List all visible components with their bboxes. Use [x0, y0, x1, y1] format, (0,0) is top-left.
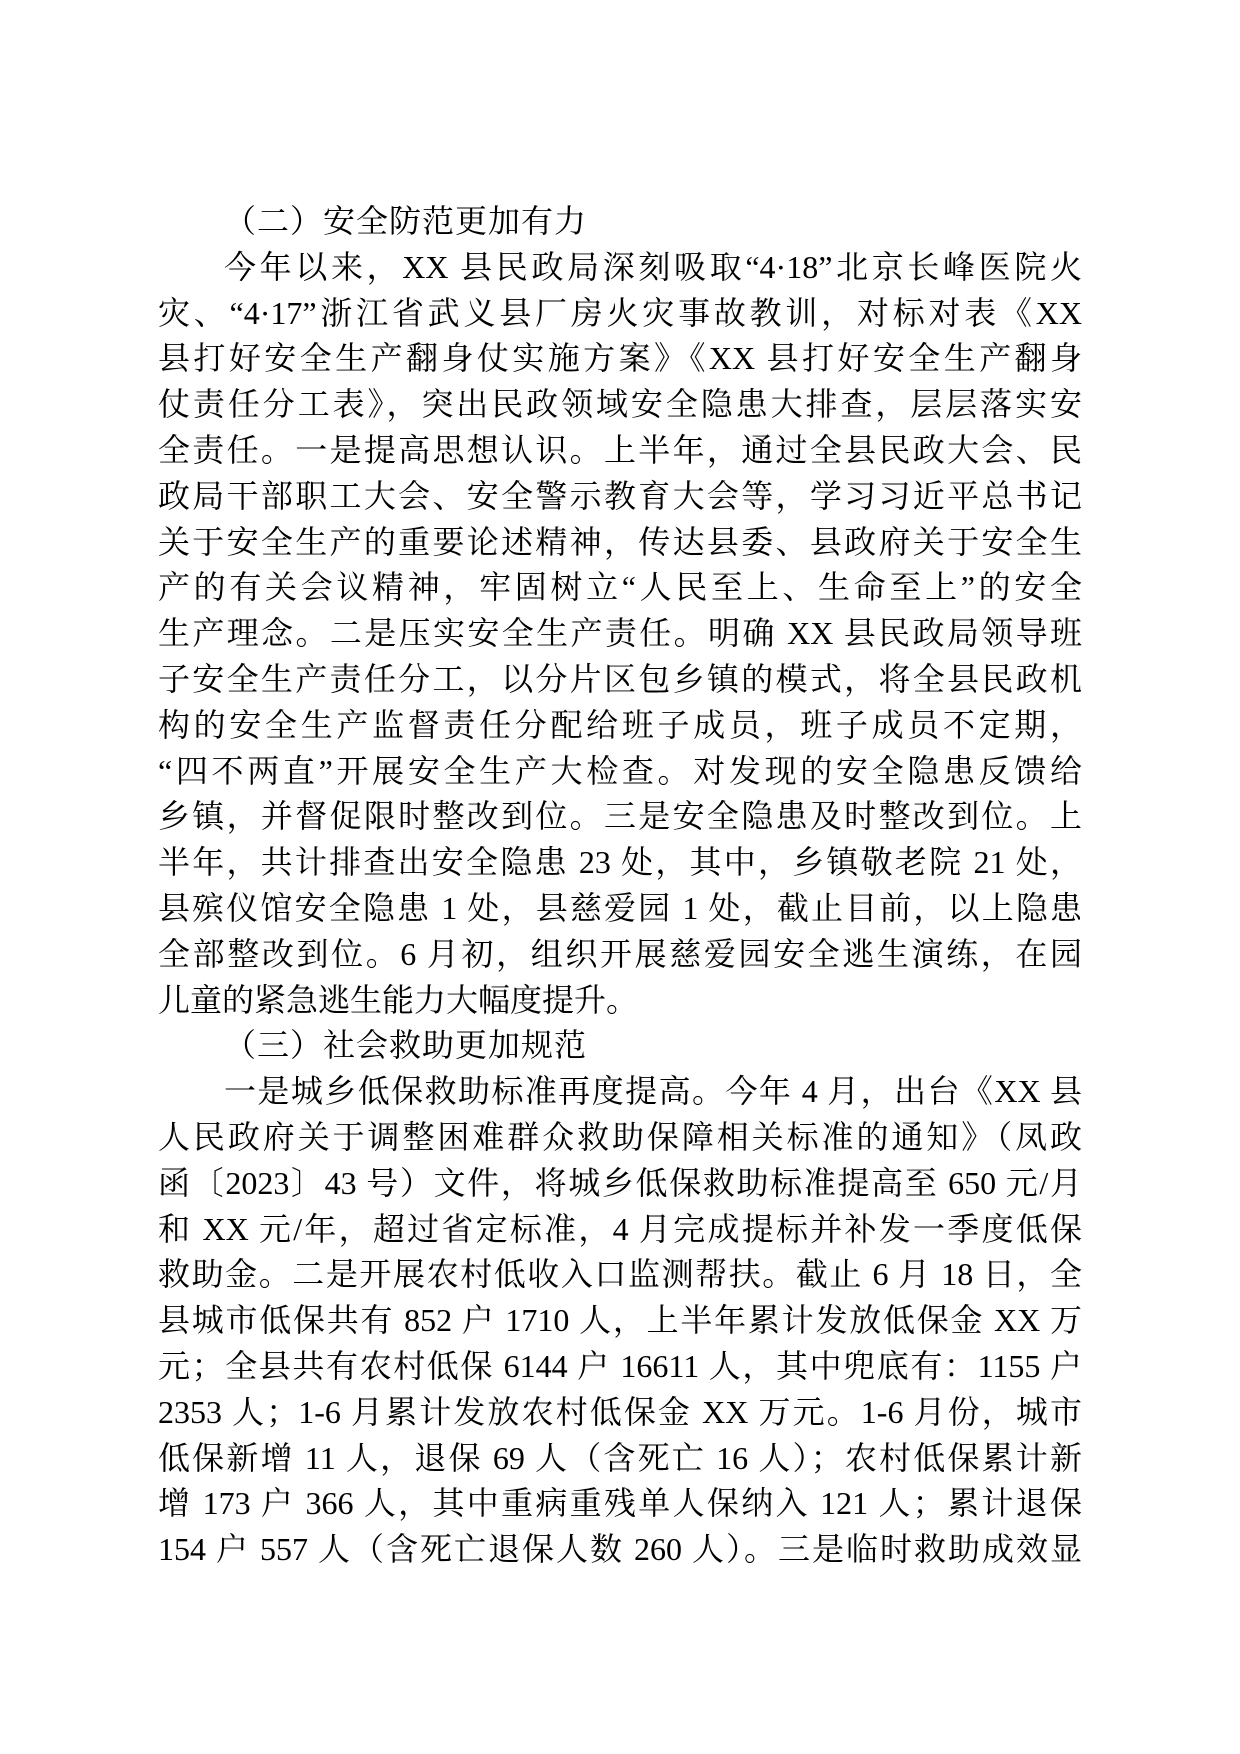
paragraph-line: 县打好安全生产翻身仗实施方案》《XX 县打好安全生产翻身 [158, 340, 1082, 377]
section-heading: （二）安全防范更加有力 [224, 203, 588, 239]
paragraph-line: 增 173 户 366 人，其中重病重残单人保纳入 121 人；累计退保 [158, 1485, 1082, 1522]
paragraph-line: 低保新增 11 人，退保 69 人（含死亡 16 人）；农村低保累计新 [158, 1439, 1082, 1476]
paragraph-line: 半年，共计排查出安全隐患 23 处，其中，乡镇敬老院 21 处， [158, 844, 1082, 881]
document-page [158, 199, 1082, 1573]
paragraph-line: 2353 人；1-6 月累计发放农村低保金 XX 万元。1-6 月份，城市 [158, 1393, 1082, 1430]
paragraph-line: 元；全县共有农村低保 6144 户 16611 人，其中兜底有：1155 户 [158, 1347, 1082, 1384]
paragraph-line: 政局干部职工大会、安全警示教育大会等，学习习近平总书记 [158, 477, 1082, 514]
paragraph-line: 县殡仪馆安全隐患 1 处，县慈爱园 1 处，截止目前，以上隐患 [158, 889, 1082, 926]
paragraph-line: 154 户 557 人（含死亡退保人数 260 人）。三是临时救助成效显 [158, 1531, 1082, 1568]
paragraph-line: 乡镇，并督促限时整改到位。三是安全隐患及时整改到位。上 [158, 798, 1082, 835]
paragraph-line: “四不两直”开展安全生产大检查。对发现的安全隐患反馈给 [158, 752, 1082, 789]
paragraph-line: 产的有关会议精神，牢固树立“人民至上、生命至上”的安全 [158, 569, 1082, 606]
paragraph-line: 人民政府关于调整困难群众救助保障相关标准的通知》（凤政 [158, 1118, 1082, 1155]
paragraph-line: 儿童的紧急逃生能力大幅度提升。 [158, 981, 639, 1018]
paragraph [158, 245, 1082, 1024]
section-safety-prevention [158, 199, 1082, 1023]
paragraph-line: 生产理念。二是压实安全生产责任。明确 XX 县民政局领导班 [158, 615, 1082, 652]
section-heading: （三）社会救助更加规范 [224, 1027, 588, 1064]
paragraph-line: 救助金。二是开展农村低收入口监测帮扶。截止 6 月 18 日，全 [158, 1256, 1082, 1293]
paragraph-line: 县城市低保共有 852 户 1710 人，上半年累计发放低保金 XX 万 [158, 1302, 1082, 1339]
paragraph-line: 灾、“4·17”浙江省武义县厂房火灾事故教训，对标对表《XX [158, 294, 1082, 331]
paragraph-line: 构的安全生产监督责任分配给班子成员，班子成员不定期， [158, 706, 1082, 743]
paragraph-line: 函〔2023〕43 号）文件，将城乡低保救助标准提高至 650 元/月 [158, 1164, 1082, 1201]
paragraph-line: 关于安全生产的重要论述精神，传达县委、县政府关于安全生 [158, 523, 1082, 560]
paragraph-line: 一是城乡低保救助标准再度提高。今年 4 月，出台《XX 县 [224, 1073, 1082, 1110]
paragraph-line: 子安全生产责任分工，以分片区包乡镇的模式，将全县民政机 [158, 660, 1082, 697]
paragraph-line: 全责任。一是提高思想认识。上半年，通过全县民政大会、民 [158, 431, 1082, 468]
paragraph-line: 和 XX 元/年，超过省定标准，4 月完成提标并补发一季度低保 [158, 1210, 1082, 1247]
paragraph-line: 仗责任分工表》，突出民政领域安全隐患大排查，层层落实安 [158, 386, 1082, 423]
paragraph-line: 今年以来，XX 县民政局深刻吸取“4·18”北京长峰医院火 [224, 248, 1082, 285]
paragraph [158, 1069, 1082, 1573]
paragraph-line: 全部整改到位。6 月初，组织开展慈爱园安全逃生演练，在园 [158, 935, 1082, 972]
section-social-assistance [158, 1023, 1082, 1573]
